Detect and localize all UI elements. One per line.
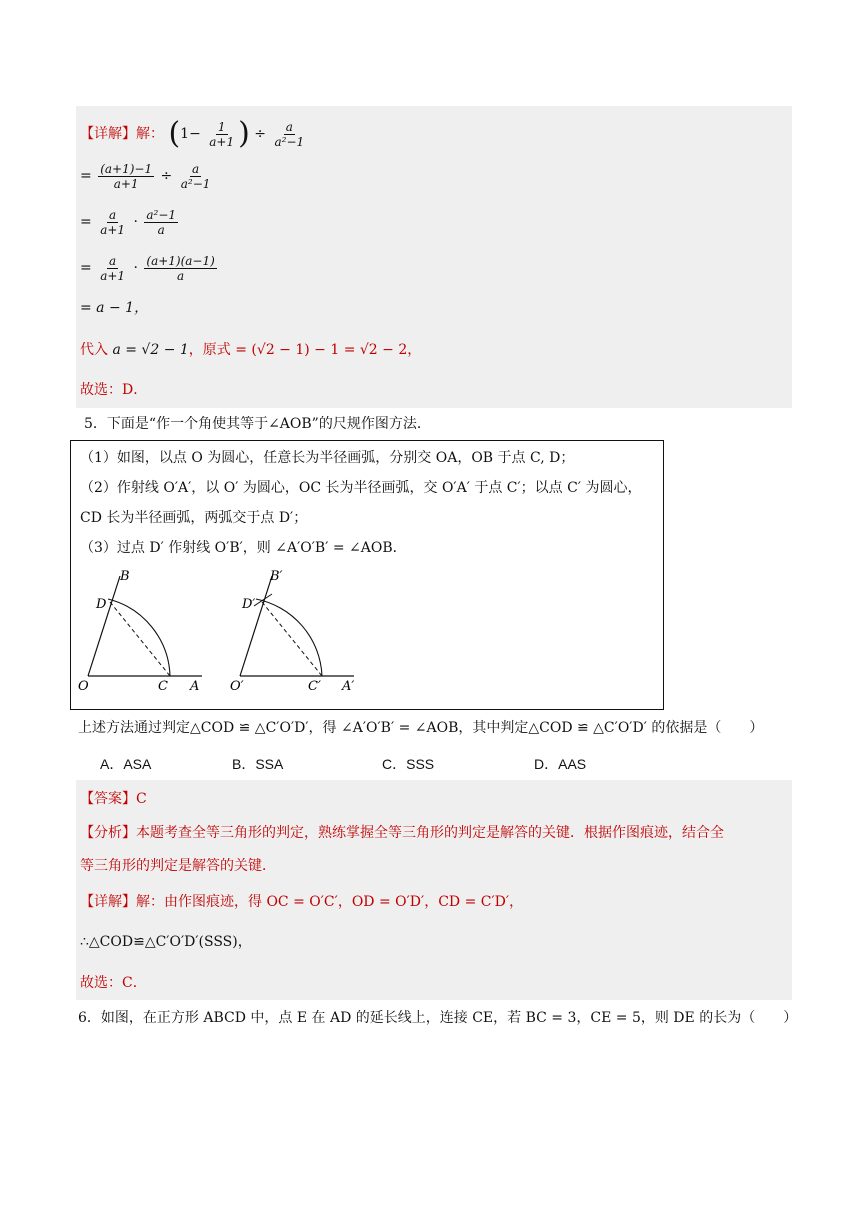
label-O: O [78, 679, 89, 694]
label-A: A [190, 679, 200, 694]
solution-4-step-2: = $\frac{a}{a+1}$ · $\frac{\text{a²−1}}{a}$ [80, 207, 177, 237]
option-b[interactable]: B．SSA [232, 756, 284, 772]
detail-tag: 【详解】 [80, 126, 136, 142]
construction-step-2b: CD 长为半径画弧，两弧交于点 D′； [80, 510, 308, 526]
label-A-prime: A′ [342, 679, 355, 694]
label-B-prime: B′ [270, 569, 283, 584]
solution-5-panel [76, 780, 792, 1000]
option-d[interactable]: D．AAS [534, 756, 587, 772]
solution-5-analysis-1: 【分析】本题考查全等三角形的判定，熟练掌握全等三角形的判定是解答的关键．根据作图痕迹，结合全 [80, 825, 724, 841]
label-O-prime: O′ [230, 679, 244, 694]
solution-4-substitution: 代入 a = √2 − 1，原式 = (√2 − 1) − 1 = √2 − 2， [80, 342, 422, 358]
option-a[interactable]: A．ASA [100, 756, 152, 772]
solution-5-choice: 故选：C． [80, 975, 147, 991]
question-6-stem: 6．如图，在正方形 ABCD 中，点 E 在 AD 的延长线上，连接 CE，若 BC = 3，CE = 5，则 DE 的长为（ ） [78, 1010, 798, 1026]
solution-5-conclusion: ∴△COD≌△C′O′D′(SSS)， [80, 934, 252, 950]
option-c[interactable]: C．SSS [382, 756, 435, 772]
solution-5-answer: 【答案】C [80, 791, 147, 807]
construction-figures [72, 566, 372, 696]
label-D: D [96, 597, 107, 612]
solution-4-step-4: = a − 1， [80, 300, 149, 316]
solution-4-detail-line: 【详解】解： (1− $\frac{1}{a+1}$ ) ÷ $\frac{a}{\text{a²−1}}$ [80, 116, 305, 151]
solution-4-step-3: = $\frac{a}{a+1}$ · $\frac{(a+1)(a-1)}{a}$ [80, 253, 215, 283]
figure-original-angle [78, 569, 202, 694]
label-C: C [158, 679, 168, 694]
solution-4-choice: 故选：D． [80, 382, 148, 398]
fraction: $\frac{a}{\text{a²−1}}$ [274, 119, 305, 149]
question-5-stem: 5．下面是“作一个角使其等于∠AOB”的尺规作图方法． [84, 416, 431, 432]
solution-5-analysis-2: 等三角形的判定是解答的关键． [80, 858, 276, 874]
fraction: $\frac{1}{a+1}$ [209, 119, 235, 149]
label-D-prime: D′ [242, 597, 256, 612]
label-B: B [120, 569, 130, 584]
construction-step-1: （1）如图，以点 O 为圆心，任意长为半径画弧，分别交 OA，OB 于点 C, D； [80, 450, 575, 466]
solution-4-step-1: = $\frac{(a+1)-1}{a+1}$ ÷ $\frac{a}{\text{a²−1}}$ [80, 161, 211, 191]
question-5-question: 上述方法通过判定△COD ≌ △C′O′D′，得 ∠A′O′B′ = ∠AOB，其中判定△COD ≌ △C′O′D′ 的依据是（ ） [78, 720, 764, 736]
construction-step-3: （3）过点 D′ 作射线 O′B′，则 ∠A′O′B′ = ∠AOB． [80, 540, 407, 556]
solution-5-detail: 【详解】解：由作图痕迹，得 OC = O′C′，OD = O′D′，CD = C′D′， [80, 894, 524, 910]
construction-step-2a: （2）作射线 O′A′，以 O′ 为圆心，OC 长为半径画弧，交 O′A′ 于点 C′；以点 C′ 为圆心， [80, 480, 642, 496]
figure-copied-angle [230, 569, 354, 694]
detail-lead: 解： [136, 126, 164, 142]
label-C-prime: C′ [308, 679, 321, 694]
